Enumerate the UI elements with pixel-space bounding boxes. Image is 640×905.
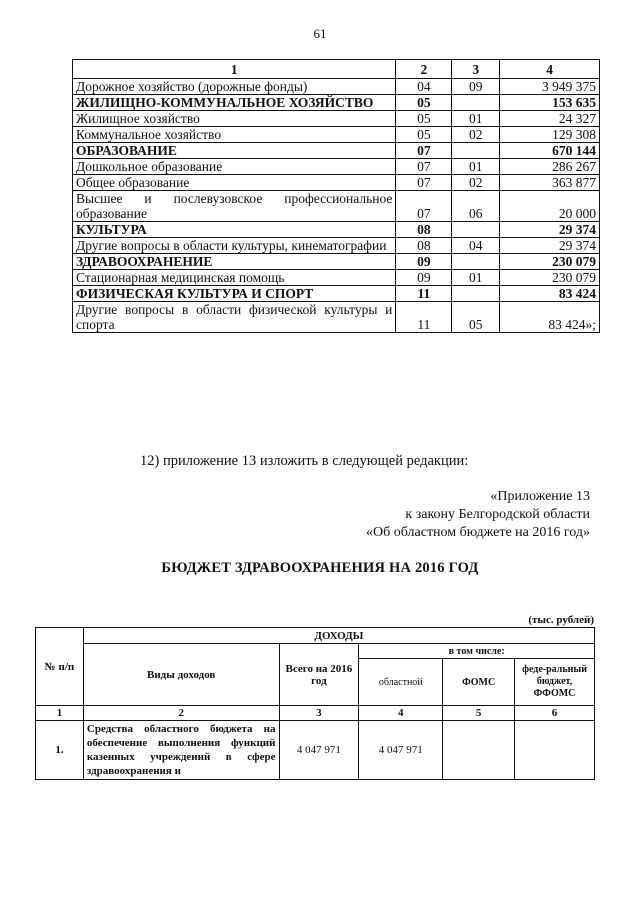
row-subsection: 01 bbox=[452, 270, 500, 286]
row-name: Коммунальное хозяйство bbox=[73, 127, 396, 143]
row-number: 1. bbox=[36, 721, 84, 780]
instruction-text: 12) приложение 13 изложить в следующей редакции: bbox=[140, 453, 469, 469]
document-title: БЮДЖЕТ ЗДРАВООХРАНЕНИЯ НА 2016 ГОД bbox=[161, 560, 479, 576]
row-name: ФИЗИЧЕСКАЯ КУЛЬТУРА И СПОРТ bbox=[73, 286, 396, 302]
row-name: Дорожное хозяйство (дорожные фонды) bbox=[73, 79, 396, 95]
income-header-row bbox=[36, 628, 595, 644]
row-amount: 363 877 bbox=[500, 175, 600, 191]
budget-table bbox=[72, 59, 600, 333]
income-numbers-row bbox=[36, 706, 595, 721]
col-federal-header: феде-ральный бюджет, ФФОМС bbox=[515, 659, 595, 706]
units-label: (тыс. рублей) bbox=[528, 614, 594, 626]
row-subsection bbox=[452, 222, 500, 238]
row-subsection: 02 bbox=[452, 175, 500, 191]
column-number: 3 bbox=[279, 706, 359, 721]
col-regional-header: областной bbox=[359, 659, 443, 706]
income-regional: 4 047 971 bbox=[359, 721, 443, 780]
budget-table-header bbox=[73, 60, 600, 79]
row-amount: 129 308 bbox=[500, 127, 600, 143]
row-amount: 230 079 bbox=[500, 270, 600, 286]
page-number: 61 bbox=[313, 26, 327, 41]
row-subsection: 06 bbox=[452, 191, 500, 222]
including-header: в том числе: bbox=[359, 644, 595, 659]
row-amount: 286 267 bbox=[500, 159, 600, 175]
appendix-line: к закону Белгородской области bbox=[405, 507, 590, 522]
col-foms-header: ФОМС bbox=[443, 659, 515, 706]
row-subsection: 04 bbox=[452, 238, 500, 254]
row-name: Стационарная медицинская помощь bbox=[73, 270, 396, 286]
income-foms bbox=[443, 721, 515, 780]
budget-row bbox=[73, 222, 600, 238]
row-subsection bbox=[452, 95, 500, 111]
row-section: 05 bbox=[396, 127, 452, 143]
income-total: 4 047 971 bbox=[279, 721, 359, 780]
row-amount: 153 635 bbox=[500, 95, 600, 111]
appendix-line: «Приложение 13 bbox=[490, 489, 590, 504]
row-amount: 230 079 bbox=[500, 254, 600, 270]
column-number: 6 bbox=[515, 706, 595, 721]
row-name: Общее образование bbox=[73, 175, 396, 191]
row-name: Высшее и послевузовское профессиональное образование bbox=[73, 191, 396, 222]
row-section: 04 bbox=[396, 79, 452, 95]
row-section: 11 bbox=[396, 302, 452, 333]
row-name: ЖИЛИЩНО-КОММУНАЛЬНОЕ ХОЗЯЙСТВО bbox=[73, 95, 396, 111]
row-subsection bbox=[452, 143, 500, 159]
budget-row bbox=[73, 286, 600, 302]
row-name: Дошкольное образование bbox=[73, 159, 396, 175]
column-header: 3 bbox=[452, 60, 500, 79]
row-section: 07 bbox=[396, 191, 452, 222]
column-header: 2 bbox=[396, 60, 452, 79]
budget-row bbox=[73, 270, 600, 286]
row-subsection: 05 bbox=[452, 302, 500, 333]
row-amount: 83 424»; bbox=[500, 302, 600, 333]
row-name: ОБРАЗОВАНИЕ bbox=[73, 143, 396, 159]
row-amount: 3 949 375 bbox=[500, 79, 600, 95]
row-name: КУЛЬТУРА bbox=[73, 222, 396, 238]
income-description: Средства областного бюджета на обеспечение выполнения функций казенных учреждений в сфере здравоохранения и bbox=[83, 721, 279, 780]
income-subheader-row bbox=[36, 644, 595, 659]
income-header: ДОХОДЫ bbox=[83, 628, 594, 644]
row-section: 09 bbox=[396, 254, 452, 270]
row-section: 08 bbox=[396, 238, 452, 254]
row-subsection: 09 bbox=[452, 79, 500, 95]
appendix-heading bbox=[300, 488, 590, 542]
row-subsection: 01 bbox=[452, 111, 500, 127]
row-subsection bbox=[452, 286, 500, 302]
budget-row bbox=[73, 79, 600, 95]
budget-row bbox=[73, 238, 600, 254]
row-section: 07 bbox=[396, 143, 452, 159]
row-section: 08 bbox=[396, 222, 452, 238]
column-header: 1 bbox=[73, 60, 396, 79]
appendix-line: «Об областном бюджете на 2016 год» bbox=[366, 525, 590, 540]
col-types-header: Виды доходов bbox=[83, 644, 279, 706]
row-section: 11 bbox=[396, 286, 452, 302]
row-subsection: 02 bbox=[452, 127, 500, 143]
budget-row bbox=[73, 175, 600, 191]
row-amount: 20 000 bbox=[500, 191, 600, 222]
row-section: 09 bbox=[396, 270, 452, 286]
row-name: Другие вопросы в области культуры, кинематографии bbox=[73, 238, 396, 254]
budget-row bbox=[73, 254, 600, 270]
column-header: 4 bbox=[500, 60, 600, 79]
col-total-header: Всего на 2016 год bbox=[279, 644, 359, 706]
budget-row bbox=[73, 159, 600, 175]
row-section: 07 bbox=[396, 175, 452, 191]
row-amount: 24 327 bbox=[500, 111, 600, 127]
row-subsection: 01 bbox=[452, 159, 500, 175]
row-amount: 29 374 bbox=[500, 222, 600, 238]
row-subsection bbox=[452, 254, 500, 270]
budget-row bbox=[73, 111, 600, 127]
row-amount: 29 374 bbox=[500, 238, 600, 254]
row-name: Другие вопросы в области физической культуры и спорта bbox=[73, 302, 396, 333]
row-section: 05 bbox=[396, 95, 452, 111]
budget-row bbox=[73, 95, 600, 111]
row-amount: 670 144 bbox=[500, 143, 600, 159]
row-amount: 83 424 bbox=[500, 286, 600, 302]
budget-row bbox=[73, 143, 600, 159]
income-federal bbox=[515, 721, 595, 780]
row-name: Жилищное хозяйство bbox=[73, 111, 396, 127]
row-section: 07 bbox=[396, 159, 452, 175]
column-number: 4 bbox=[359, 706, 443, 721]
column-number: 2 bbox=[83, 706, 279, 721]
column-number: 1 bbox=[36, 706, 84, 721]
budget-row bbox=[73, 191, 600, 222]
row-section: 05 bbox=[396, 111, 452, 127]
row-name: ЗДРАВООХРАНЕНИЕ bbox=[73, 254, 396, 270]
budget-row bbox=[73, 302, 600, 333]
column-number: 5 bbox=[443, 706, 515, 721]
income-table bbox=[35, 627, 595, 780]
col-number-header: № п/п bbox=[36, 628, 84, 706]
income-row bbox=[36, 721, 595, 780]
budget-row bbox=[73, 127, 600, 143]
